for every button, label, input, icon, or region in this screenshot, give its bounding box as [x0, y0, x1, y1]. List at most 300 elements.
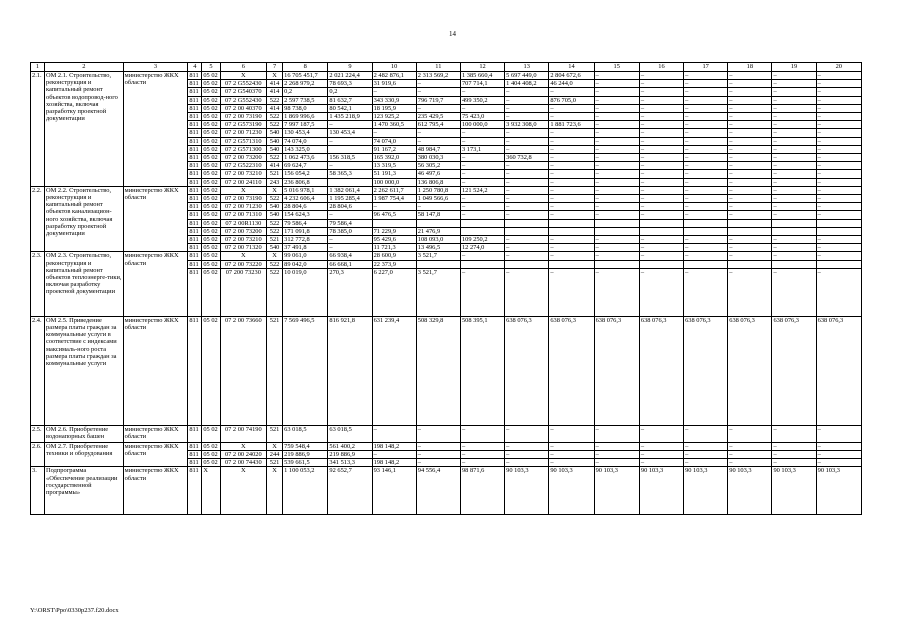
table-cell: [728, 227, 772, 235]
table-cell: 540: [266, 211, 282, 219]
table-cell: –: [328, 121, 372, 129]
table-cell: –: [549, 442, 594, 450]
table-cell: –: [772, 170, 816, 178]
table-cell: 13 319,5: [372, 162, 416, 170]
table-cell: 811: [188, 219, 202, 227]
table-cell: X: [220, 252, 266, 260]
table-cell: 143 325,0: [283, 145, 328, 153]
table-cell: [505, 227, 549, 235]
table-cell: [639, 219, 683, 227]
table-cell: 05 02: [202, 236, 220, 244]
table-cell: 811: [188, 268, 202, 316]
table-cell: 236 806,8: [283, 178, 328, 186]
table-cell: [594, 260, 639, 268]
table-cell: 05 02: [202, 203, 220, 211]
table-cell: 522: [266, 219, 282, 227]
table-cell: –: [460, 129, 504, 137]
table-cell: 05 02: [202, 154, 220, 162]
item-number: 3.: [31, 467, 45, 515]
table-cell: –: [684, 145, 728, 153]
table-cell: –: [728, 145, 772, 153]
table-cell: X: [266, 186, 282, 194]
table-cell: –: [328, 211, 372, 219]
table-cell: 816 921,8: [328, 316, 372, 425]
table-cell: –: [639, 244, 683, 252]
table-cell: –: [639, 425, 683, 442]
table-cell: 3 932 308,0: [505, 121, 549, 129]
table-cell: 1 250 780,8: [416, 186, 460, 194]
table-cell: –: [639, 268, 683, 316]
table-cell: [684, 227, 728, 235]
table-cell: –: [772, 244, 816, 252]
table-cell: –: [728, 170, 772, 178]
table-cell: 05 02: [202, 260, 220, 268]
table-cell: 811: [188, 244, 202, 252]
table-cell: –: [772, 104, 816, 112]
table-cell: 171 091,8: [283, 227, 328, 235]
table-cell: 380 030,3: [416, 154, 460, 162]
table-cell: –: [594, 203, 639, 211]
measure-name: ОМ 2.5. Приведение размера платы граждан за коммунальные услуги в соответствие с индексами максималь-ного роста размера платы граждан за коммунальные услуги: [45, 316, 124, 425]
table-cell: 98 738,0: [283, 104, 328, 112]
column-number: 4: [188, 63, 202, 72]
table-cell: –: [772, 451, 816, 459]
table-cell: 05 02: [202, 121, 220, 129]
table-cell: –: [728, 72, 772, 80]
table-cell: 05 02: [202, 80, 220, 88]
table-cell: 811: [188, 459, 202, 467]
item-number: 2.6.: [31, 442, 45, 467]
table-cell: –: [684, 236, 728, 244]
table-cell: 05 02: [202, 88, 220, 96]
table-cell: –: [460, 442, 504, 450]
column-number: 8: [283, 63, 328, 72]
table-cell: 522: [266, 154, 282, 162]
table-cell: 130 453,4: [283, 129, 328, 137]
table-cell: –: [816, 137, 861, 145]
table-cell: –: [684, 211, 728, 219]
table-cell: [728, 260, 772, 268]
table-cell: –: [684, 121, 728, 129]
column-number: 19: [772, 63, 816, 72]
item-number: 2.4.: [31, 316, 45, 425]
table-cell: 05 02: [202, 113, 220, 121]
table-cell: 05 02: [202, 442, 220, 450]
table-cell: 5 016 978,1: [283, 186, 328, 194]
table-cell: –: [460, 104, 504, 112]
table-cell: X: [220, 72, 266, 80]
table-cell: –: [639, 104, 683, 112]
table-cell: –: [772, 121, 816, 129]
table-cell: 1 881 723,6: [549, 121, 594, 129]
table-cell: –: [594, 88, 639, 96]
table-cell: 13 496,5: [416, 244, 460, 252]
table-cell: 78 385,0: [328, 227, 372, 235]
table-cell: –: [772, 162, 816, 170]
table-cell: 811: [188, 121, 202, 129]
table-cell: 811: [188, 186, 202, 194]
table-cell: 05 02: [202, 268, 220, 316]
table-cell: –: [816, 459, 861, 467]
table-cell: –: [594, 162, 639, 170]
table-cell: –: [772, 425, 816, 442]
responsible-executor: министерство ЖКХ области: [123, 186, 188, 252]
table-cell: 12 274,0: [460, 244, 504, 252]
table-cell: 121 524,2: [460, 186, 504, 194]
table-cell: [594, 219, 639, 227]
table-cell: 07 2 G573190: [220, 121, 266, 129]
table-cell: –: [816, 154, 861, 162]
column-number: 15: [594, 63, 639, 72]
table-cell: 243: [266, 178, 282, 186]
table-cell: –: [416, 137, 460, 145]
table-cell: 3 521,7: [416, 268, 460, 316]
table-cell: –: [549, 88, 594, 96]
table-cell: –: [594, 451, 639, 459]
table-cell: 811: [188, 236, 202, 244]
table-cell: –: [816, 451, 861, 459]
item-number: 2.3.: [31, 252, 45, 316]
table-cell: –: [639, 211, 683, 219]
table-cell: 1 404 408,2: [505, 80, 549, 88]
table-cell: –: [594, 252, 639, 260]
table-cell: 811: [188, 104, 202, 112]
table-cell: 16 705 451,7: [283, 72, 328, 80]
table-cell: –: [594, 459, 639, 467]
table-cell: –: [728, 129, 772, 137]
table-cell: –: [594, 121, 639, 129]
table-cell: 05 02: [202, 137, 220, 145]
table-cell: [816, 227, 861, 235]
table-cell: –: [549, 129, 594, 137]
table-cell: –: [728, 459, 772, 467]
table-cell: –: [639, 113, 683, 121]
table-cell: 90 103,3: [505, 467, 549, 515]
table-cell: 540: [266, 129, 282, 137]
table-cell: –: [684, 80, 728, 88]
table-cell: 79 586,4: [283, 219, 328, 227]
table-cell: –: [639, 137, 683, 145]
table-cell: 05 02: [202, 451, 220, 459]
table-cell: –: [728, 154, 772, 162]
table-cell: 522: [266, 96, 282, 104]
table-cell: –: [639, 170, 683, 178]
table-cell: –: [684, 244, 728, 252]
table-cell: –: [772, 236, 816, 244]
table-cell: 07 200 73230: [220, 268, 266, 316]
table-cell: –: [594, 80, 639, 88]
table-cell: 05 02: [202, 178, 220, 186]
table-cell: 521: [266, 236, 282, 244]
table-cell: –: [549, 459, 594, 467]
table-cell: [772, 227, 816, 235]
table-cell: –: [372, 129, 416, 137]
table-cell: –: [816, 178, 861, 186]
table-cell: –: [684, 162, 728, 170]
table-cell: 1 869 996,6: [283, 113, 328, 121]
table-cell: –: [684, 170, 728, 178]
table-cell: 561 400,2: [328, 442, 372, 450]
table-cell: 89 042,0: [283, 260, 328, 268]
table-cell: [816, 219, 861, 227]
table-cell: 360 732,8: [505, 154, 549, 162]
table-cell: 522: [266, 195, 282, 203]
table-cell: –: [728, 137, 772, 145]
table-cell: 07 2 00 71230: [220, 203, 266, 211]
table-cell: –: [505, 195, 549, 203]
table-cell: –: [772, 80, 816, 88]
table-cell: 07 2 00 71230: [220, 129, 266, 137]
table-cell: X: [202, 467, 220, 515]
column-number: 6: [220, 63, 266, 72]
table-cell: 811: [188, 170, 202, 178]
table-cell: 28 804,6: [328, 203, 372, 211]
measure-name: ОМ 2.2. Строительство, реконструкция и капитальный ремонт объектов канализацион-ного хозяйства, включая разработку проектной документации: [45, 186, 124, 252]
table-cell: –: [549, 203, 594, 211]
table-cell: 63 018,5: [283, 425, 328, 442]
table-cell: 1 195 285,4: [328, 195, 372, 203]
table-cell: –: [594, 72, 639, 80]
table-cell: –: [505, 425, 549, 442]
table-cell: –: [639, 129, 683, 137]
column-number: 18: [728, 63, 772, 72]
table-cell: –: [728, 80, 772, 88]
table-cell: –: [416, 129, 460, 137]
table-cell: 522: [266, 260, 282, 268]
table-cell: –: [728, 121, 772, 129]
table-cell: 2 597 738,5: [283, 96, 328, 104]
table-cell: –: [684, 72, 728, 80]
table-cell: 05 02: [202, 227, 220, 235]
table-cell: 6 227,0: [372, 268, 416, 316]
table-cell: 21 476,9: [416, 227, 460, 235]
table-cell: 05 02: [202, 425, 220, 442]
table-cell: 100 000,0: [372, 178, 416, 186]
table-cell: –: [639, 88, 683, 96]
table-cell: 811: [188, 227, 202, 235]
table-cell: 07 2 00 73210: [220, 236, 266, 244]
table-cell: 98 871,6: [460, 467, 504, 515]
table-cell: 521: [266, 170, 282, 178]
table-cell: 81 632,7: [328, 96, 372, 104]
table-cell: –: [594, 113, 639, 121]
table-cell: X: [220, 186, 266, 194]
table-cell: 156 054,2: [283, 170, 328, 178]
table-cell: [416, 260, 460, 268]
table-cell: 5 697 449,0: [505, 72, 549, 80]
column-number: 10: [372, 63, 416, 72]
table-cell: –: [816, 252, 861, 260]
table-cell: [639, 227, 683, 235]
table-cell: 99 061,0: [283, 252, 328, 260]
table-cell: 521: [266, 316, 282, 425]
table-cell: –: [372, 425, 416, 442]
table-cell: 414: [266, 162, 282, 170]
table-cell: –: [772, 129, 816, 137]
table-cell: –: [684, 178, 728, 186]
table-cell: 244: [266, 451, 282, 459]
table-cell: 638 076,3: [684, 316, 728, 425]
table-cell: –: [460, 178, 504, 186]
table-row: [31, 442, 862, 450]
table-cell: 154 624,3: [283, 211, 328, 219]
table-cell: –: [772, 145, 816, 153]
measure-name: ОМ 2.6. Приобретение водонапорных башен: [45, 425, 124, 442]
column-number: 16: [639, 63, 683, 72]
table-cell: 499 350,2: [460, 96, 504, 104]
column-number: 20: [816, 63, 861, 72]
table-cell: –: [460, 137, 504, 145]
table-cell: –: [505, 244, 549, 252]
table-cell: 48 984,7: [416, 145, 460, 153]
table-cell: 07 2 00 73190: [220, 113, 266, 121]
table-cell: 1 062 473,6: [283, 154, 328, 162]
table-cell: –: [684, 129, 728, 137]
table-cell: 90 103,3: [816, 467, 861, 515]
table-cell: –: [505, 252, 549, 260]
table-cell: –: [594, 268, 639, 316]
table-cell: –: [594, 96, 639, 104]
table-cell: 46 497,6: [416, 170, 460, 178]
table-cell: 540: [266, 203, 282, 211]
measure-name: Подпрограмма «Обеспечение реализации государственной программы»: [45, 467, 124, 515]
table-cell: –: [594, 211, 639, 219]
table-cell: –: [772, 252, 816, 260]
table-cell: –: [416, 104, 460, 112]
table-cell: –: [505, 442, 549, 450]
table-cell: [728, 219, 772, 227]
table-cell: –: [816, 145, 861, 153]
table-cell: –: [728, 96, 772, 104]
table-cell: –: [816, 236, 861, 244]
table-cell: 811: [188, 145, 202, 153]
table-cell: –: [772, 154, 816, 162]
table-cell: –: [816, 88, 861, 96]
table-cell: –: [460, 252, 504, 260]
table-cell: [372, 219, 416, 227]
table-cell: 811: [188, 96, 202, 104]
table-cell: 28 804,6: [283, 203, 328, 211]
table-cell: 123 925,2: [372, 113, 416, 121]
table-cell: 638 076,3: [505, 316, 549, 425]
table-cell: 07 2 00R1130: [220, 219, 266, 227]
table-cell: –: [772, 137, 816, 145]
table-cell: –: [684, 96, 728, 104]
table-cell: 0,2: [328, 88, 372, 96]
table-cell: –: [639, 236, 683, 244]
item-number: 2.2.: [31, 186, 45, 252]
table-cell: –: [772, 88, 816, 96]
table-cell: –: [684, 442, 728, 450]
table-cell: –: [684, 195, 728, 203]
table-cell: –: [505, 236, 549, 244]
table-cell: –: [639, 252, 683, 260]
column-number: 14: [549, 63, 594, 72]
table-cell: 92 652,7: [328, 467, 372, 515]
table-cell: –: [639, 154, 683, 162]
table-cell: –: [816, 442, 861, 450]
responsible-executor: министерство ЖКХ области: [123, 467, 188, 515]
table-row: [31, 425, 862, 442]
table-cell: 811: [188, 425, 202, 442]
table-row: [31, 186, 862, 194]
table-cell: –: [505, 451, 549, 459]
table-cell: 7 569 496,5: [283, 316, 328, 425]
table-cell: –: [594, 236, 639, 244]
table-cell: –: [549, 154, 594, 162]
table-cell: 51 191,3: [372, 170, 416, 178]
table-cell: 811: [188, 154, 202, 162]
column-number: 17: [684, 63, 728, 72]
table-cell: 07 2 G552430: [220, 96, 266, 104]
table-cell: –: [549, 252, 594, 260]
table-cell: 198 148,2: [372, 459, 416, 467]
page-number: 14: [449, 30, 456, 38]
table-cell: –: [816, 186, 861, 194]
table-body: [31, 72, 862, 515]
table-cell: 811: [188, 203, 202, 211]
table-cell: –: [639, 203, 683, 211]
table-cell: –: [505, 203, 549, 211]
table-cell: –: [460, 88, 504, 96]
table-cell: 05 02: [202, 72, 220, 80]
table-cell: 414: [266, 80, 282, 88]
table-cell: 811: [188, 137, 202, 145]
budget-table: [30, 62, 862, 515]
table-cell: –: [728, 252, 772, 260]
table-cell: –: [549, 178, 594, 186]
table-cell: X: [266, 252, 282, 260]
column-number: 1: [31, 63, 45, 72]
table-cell: 414: [266, 88, 282, 96]
table-cell: –: [684, 268, 728, 316]
table-cell: 508 329,8: [416, 316, 460, 425]
table-cell: 1 100 053,2: [283, 467, 328, 515]
table-cell: –: [816, 96, 861, 104]
table-cell: 80 542,1: [328, 104, 372, 112]
table-cell: [328, 145, 372, 153]
table-cell: 2 262 611,7: [372, 186, 416, 194]
table-cell: 811: [188, 129, 202, 137]
table-cell: 05 02: [202, 219, 220, 227]
table-cell: –: [728, 88, 772, 96]
table-cell: 46 244,0: [549, 80, 594, 88]
table-cell: [639, 260, 683, 268]
table-cell: –: [460, 195, 504, 203]
table-cell: –: [639, 178, 683, 186]
table-cell: –: [639, 195, 683, 203]
table-cell: 05 02: [202, 162, 220, 170]
table-cell: –: [684, 459, 728, 467]
table-cell: 109 250,2: [460, 236, 504, 244]
table-cell: –: [460, 268, 504, 316]
table-cell: –: [505, 129, 549, 137]
table-cell: –: [772, 113, 816, 121]
table-cell: 638 076,3: [639, 316, 683, 425]
responsible-executor: министерство ЖКХ области: [123, 425, 188, 442]
table-cell: –: [549, 186, 594, 194]
table-cell: 05 02: [202, 186, 220, 194]
table-cell: [505, 219, 549, 227]
table-cell: 108 093,0: [416, 236, 460, 244]
table-cell: –: [460, 170, 504, 178]
table-row: [31, 252, 862, 260]
table-cell: 93 146,1: [372, 467, 416, 515]
table-cell: 91 167,2: [372, 145, 416, 153]
table-cell: –: [728, 195, 772, 203]
table-cell: 270,3: [328, 268, 372, 316]
table-cell: –: [594, 195, 639, 203]
